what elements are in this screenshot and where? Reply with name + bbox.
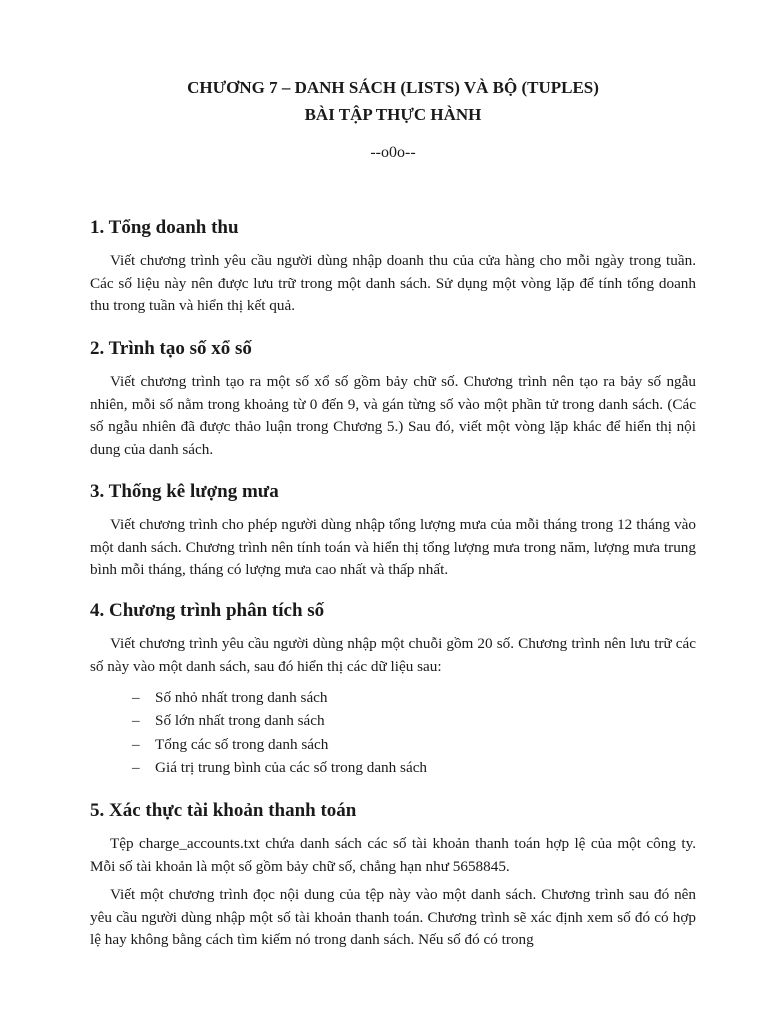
section-1 — [90, 216, 696, 318]
bullet-dash: – — [132, 689, 140, 706]
list-item — [132, 709, 696, 732]
list-item-text: Số nhỏ nhất trong danh sách — [155, 689, 328, 706]
list-item — [132, 733, 696, 756]
section-paragraph: Tệp charge_accounts.txt chứa danh sách các số tài khoản thanh toán hợp lệ của một công ty. Mỗi số tài khoản là một số gồm bảy chữ số, chẳng hạn như 5658845. — [90, 835, 696, 875]
list-item-text: Tổng các số trong danh sách — [155, 735, 329, 753]
document-title: CHƯƠNG 7 – DANH SÁCH (LISTS) VÀ BỘ (TUPLES) — [187, 78, 599, 97]
section-2 — [90, 337, 696, 461]
bullet-dash: – — [132, 735, 140, 753]
section-paragraph: Viết chương trình yêu cầu người dùng nhập một chuỗi gồm 20 số. Chương trình nên lưu trữ các số này vào một danh sách, sau đó hiển thị các dữ liệu sau: — [90, 635, 696, 675]
list-item — [132, 686, 696, 709]
document-subtitle: BÀI TẬP THỰC HÀNH — [304, 105, 482, 124]
section-paragraph: Viết một chương trình đọc nội dung của tệp này vào một danh sách. Chương trình sau đó nên yêu cầu người dùng nhập một số tài khoản thanh toán. Chương trình sẽ xác định xem số đó có hợp lệ hay không bằng cách tìm kiếm nó trong danh sách. Nếu số đó có trong — [90, 886, 696, 948]
section-paragraph: Viết chương trình tạo ra một số xổ số gồm bảy chữ số. Chương trình nên tạo ra bảy số ngẫu nhiên, mỗi số nằm trong khoảng từ 0 đến 9, và gán từng số vào một phần tử trong danh sách. (Các số ngẫu nhiên đã được thảo luận trong Chương 5.) Sau đó, viết một vòng lặp khác để hiển thị nội dung của danh sách. — [90, 373, 696, 458]
list-item — [132, 756, 696, 779]
section-heading: 3. Thống kê lượng mưa — [90, 481, 279, 502]
bullet-dash: – — [132, 712, 140, 730]
section-heading: 4. Chương trình phân tích số — [90, 600, 325, 621]
section-4 — [90, 599, 696, 779]
section-paragraph: Viết chương trình cho phép người dùng nhập tổng lượng mưa của mỗi tháng trong 12 tháng vào một danh sách. Chương trình nên tính toán và hiển thị tổng lượng mưa trong năm, lượng mưa trung bình mỗi tháng, tháng có lượng mưa cao nhất và thấp nhất. — [90, 516, 696, 578]
list-item-text: Số lớn nhất trong danh sách — [155, 712, 325, 730]
bullet-dash: – — [132, 758, 140, 776]
bullet-list — [90, 686, 696, 779]
list-item-text: Giá trị trung bình của các số trong danh sách — [155, 758, 428, 776]
title-divider: --o0o-- — [370, 144, 416, 161]
section-heading: 5. Xác thực tài khoản thanh toán — [90, 800, 357, 821]
section-5 — [90, 799, 696, 952]
section-heading: 1. Tổng doanh thu — [90, 217, 239, 238]
section-heading: 2. Trình tạo số xổ số — [90, 338, 252, 359]
section-paragraph: Viết chương trình yêu cầu người dùng nhập doanh thu của cửa hàng cho mỗi ngày trong tuần. Các số liệu này nên được lưu trữ trong một danh sách. Sử dụng một vòng lặp để tính tổng doanh thu trong tuần và hiển thị kết quả. — [90, 252, 696, 314]
section-3 — [90, 480, 696, 582]
